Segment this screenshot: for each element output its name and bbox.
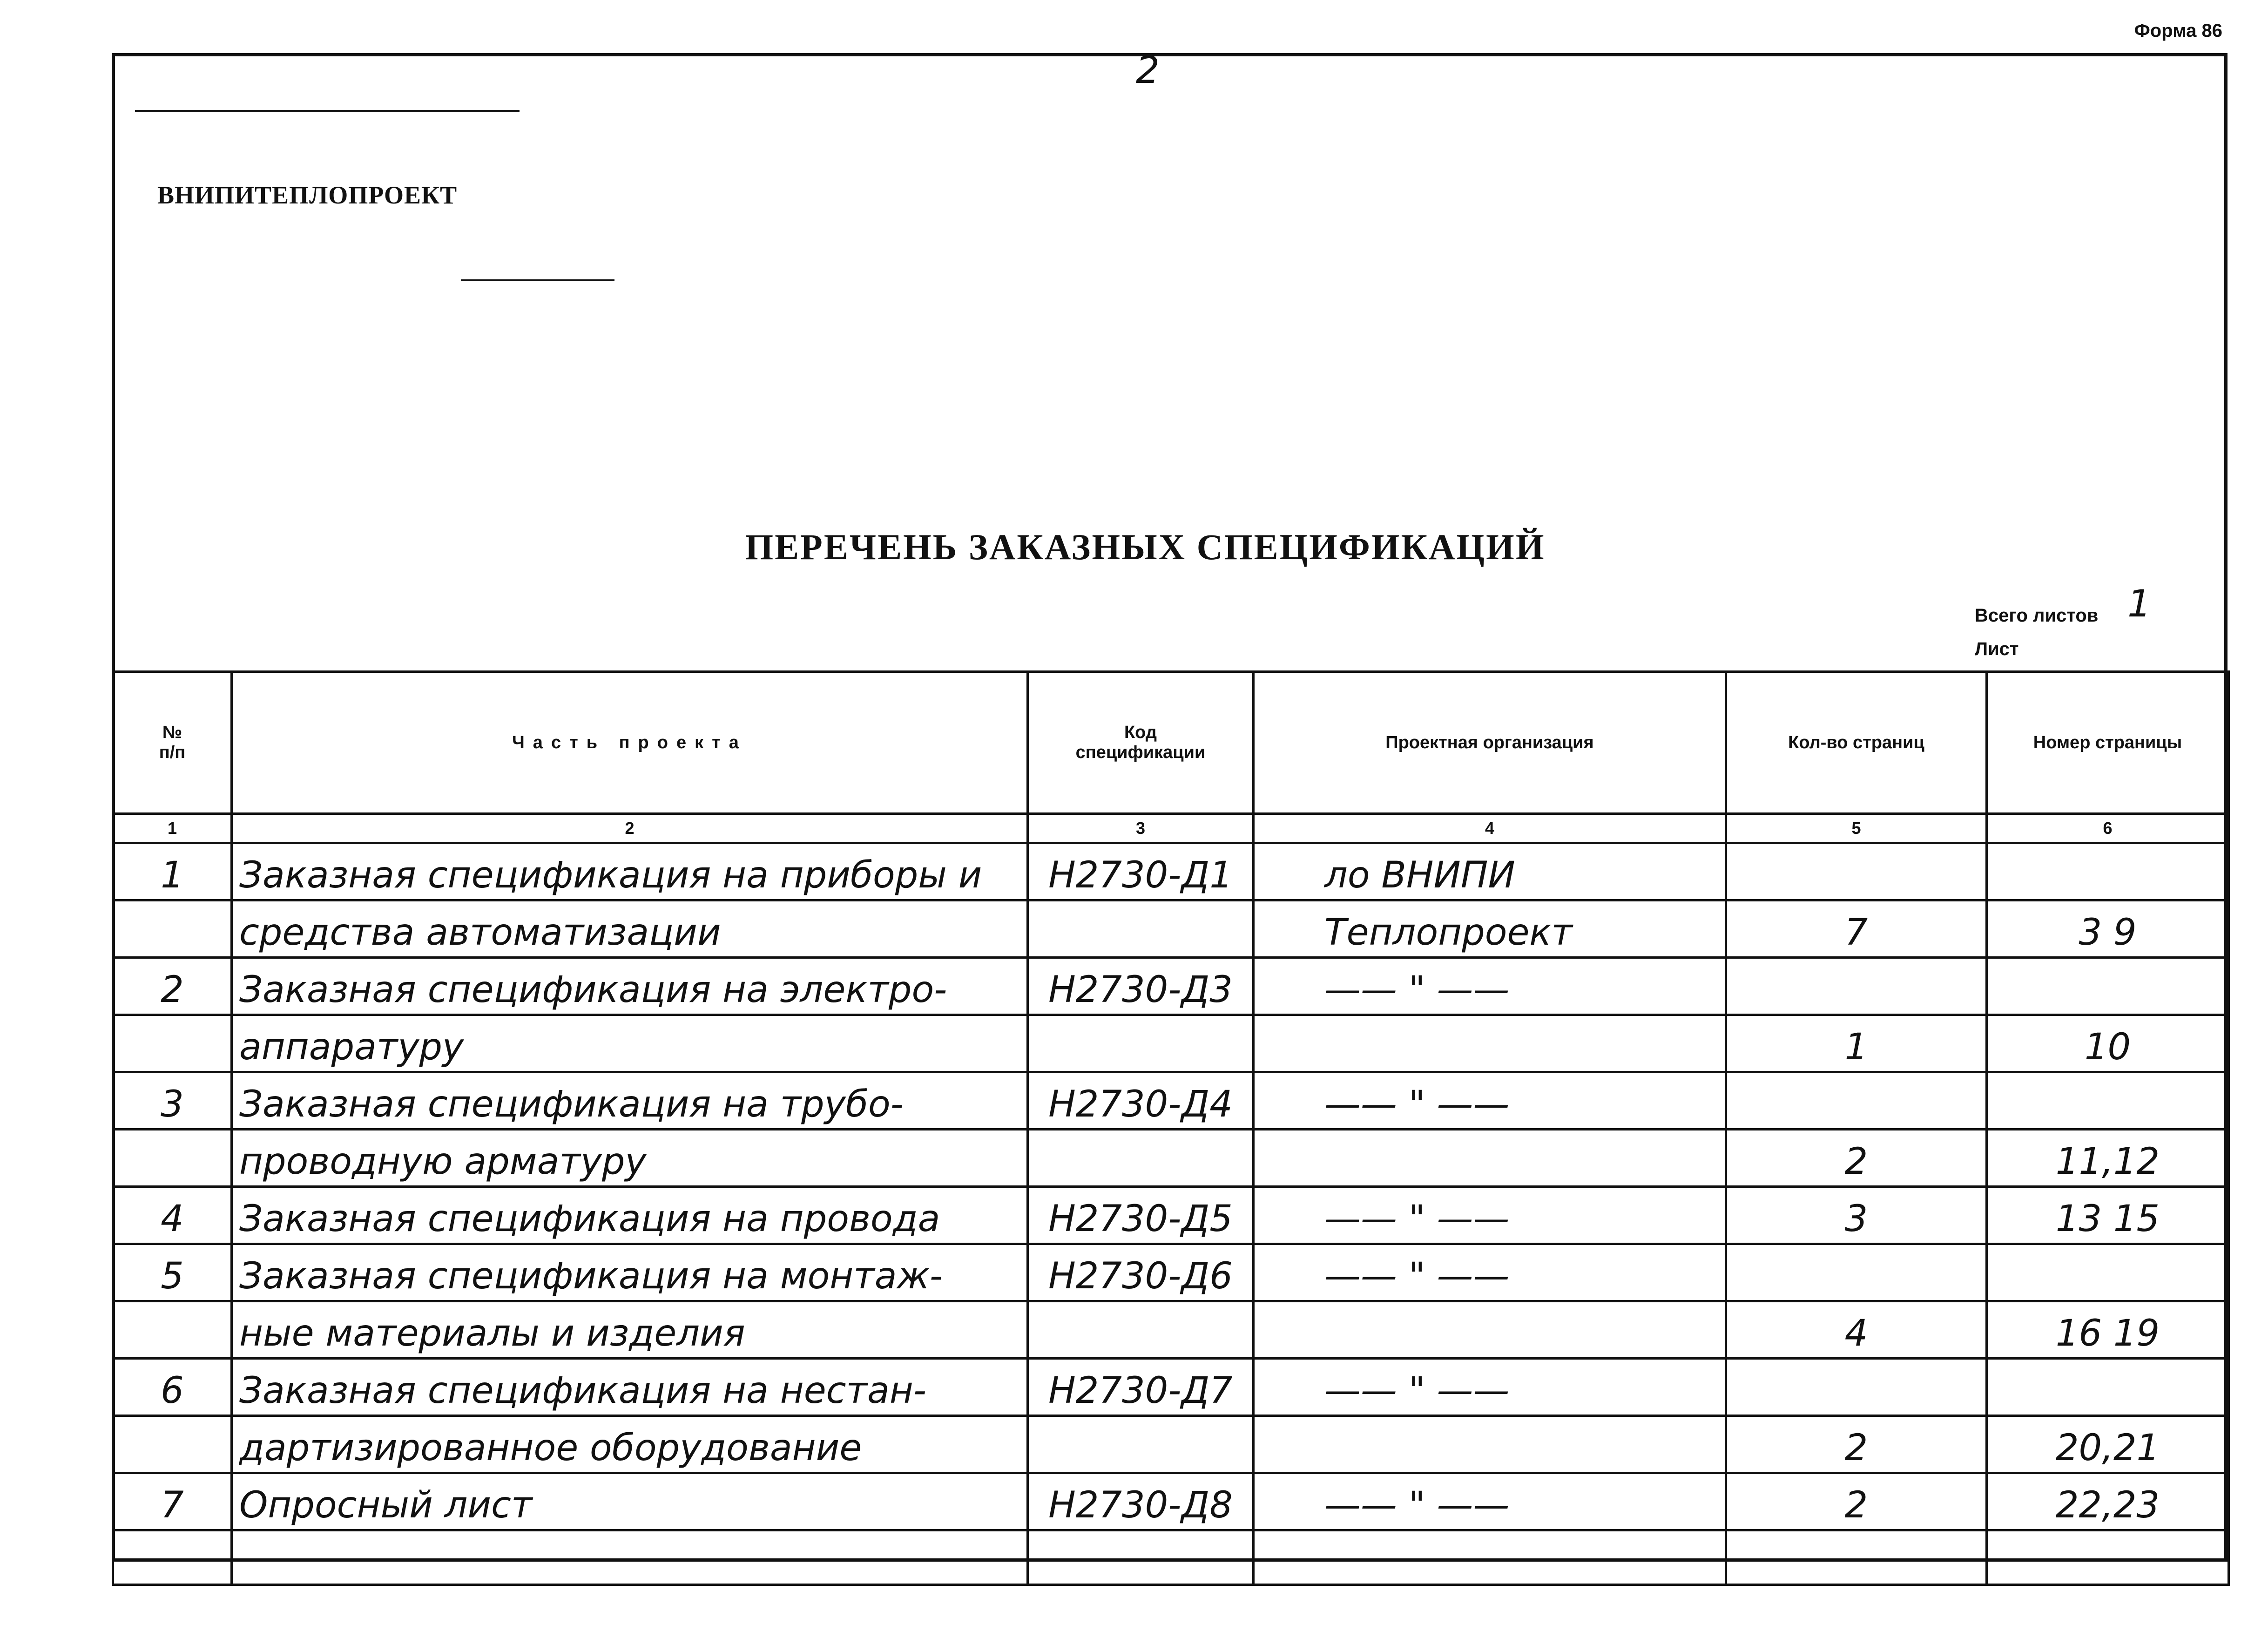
cell-part: аппаратуру — [232, 1015, 1028, 1072]
cell-pages — [1726, 1244, 1987, 1301]
cell-num — [113, 1301, 232, 1359]
column-number: 3 — [1028, 814, 1254, 843]
sheet-label: Лист — [1975, 639, 2019, 659]
cell-page-no: 22,23 — [1987, 1473, 2229, 1530]
cell-code: Н2730-Д5 — [1028, 1187, 1254, 1244]
cell-org: —— " —— — [1254, 1473, 1726, 1530]
column-number: 4 — [1254, 814, 1726, 843]
cell-code — [1028, 1301, 1254, 1359]
table-row — [113, 1072, 2229, 1130]
table-row — [113, 1416, 2229, 1473]
cell-num: 5 — [113, 1244, 232, 1301]
form-label: Форма 86 — [2134, 20, 2222, 41]
document-title: ПЕРЕЧЕНЬ ЗАКАЗНЫХ СПЕЦИФИКАЦИЙ — [745, 527, 1546, 567]
cell-page-no: 11,12 — [1987, 1130, 2229, 1187]
cell-org: —— " —— — [1254, 1072, 1726, 1130]
cell-page-no — [1987, 1244, 2229, 1301]
cell-code — [1028, 1015, 1254, 1072]
table-row-empty — [113, 1530, 2229, 1585]
cell-code: Н2730-Д3 — [1028, 958, 1254, 1015]
cell-num — [113, 1130, 232, 1187]
cell-num — [113, 900, 232, 958]
cell-num: 7 — [113, 1473, 232, 1530]
header-part: Часть проекта — [232, 672, 1028, 814]
cell-part: Заказная спецификация на нестан- — [232, 1359, 1028, 1416]
cell-num: 1 — [113, 843, 232, 900]
cell-org — [1254, 1130, 1726, 1187]
cell-pages — [1726, 958, 1987, 1015]
cell-page-no — [1987, 1359, 2229, 1416]
cell-pages: 2 — [1726, 1416, 1987, 1473]
page-number: 2 — [1136, 48, 1160, 92]
cell-code: Н2730-Д4 — [1028, 1072, 1254, 1130]
cell-part: проводную арматуру — [232, 1130, 1028, 1187]
table-row — [113, 1130, 2229, 1187]
cell-part: Заказная спецификация на трубо- — [232, 1072, 1028, 1130]
cell-num: 6 — [113, 1359, 232, 1416]
header-page-no: Номер страницы — [1987, 672, 2229, 814]
cell-page-no: 3 9 — [1987, 900, 2229, 958]
cell-code: Н2730-Д1 — [1028, 843, 1254, 900]
cell-code — [1028, 1130, 1254, 1187]
cell-org — [1254, 1416, 1726, 1473]
empty-cell — [1028, 1530, 1254, 1585]
table-header-row — [113, 672, 2229, 814]
cell-page-no: 16 19 — [1987, 1301, 2229, 1359]
table-row — [113, 1359, 2229, 1416]
empty-cell — [1726, 1530, 1987, 1585]
cell-part: Заказная спецификация на провода — [232, 1187, 1028, 1244]
empty-cell — [232, 1530, 1028, 1585]
column-number: 1 — [113, 814, 232, 843]
cell-code: Н2730-Д7 — [1028, 1359, 1254, 1416]
cell-pages — [1726, 1359, 1987, 1416]
header-org: Проектная организация — [1254, 672, 1726, 814]
cell-page-no: 10 — [1987, 1015, 2229, 1072]
cell-code: Н2730-Д6 — [1028, 1244, 1254, 1301]
cell-code: Н2730-Д8 — [1028, 1473, 1254, 1530]
cell-part: Заказная спецификация на электро- — [232, 958, 1028, 1015]
empty-cell — [113, 1530, 232, 1585]
cell-pages: 1 — [1726, 1015, 1987, 1072]
column-number: 2 — [232, 814, 1028, 843]
cell-part: ные материалы и изделия — [232, 1301, 1028, 1359]
cell-pages: 3 — [1726, 1187, 1987, 1244]
cell-org: ло ВНИПИ — [1254, 843, 1726, 900]
cell-pages — [1726, 1072, 1987, 1130]
table-row — [113, 958, 2229, 1015]
header-rule — [135, 110, 520, 112]
table-row — [113, 1187, 2229, 1244]
table-row — [113, 1244, 2229, 1301]
cell-pages: 4 — [1726, 1301, 1987, 1359]
cell-pages: 2 — [1726, 1130, 1987, 1187]
cell-page-no — [1987, 1072, 2229, 1130]
cell-org — [1254, 1301, 1726, 1359]
table-row — [113, 1015, 2229, 1072]
cell-org: Теплопроект — [1254, 900, 1726, 958]
cell-page-no: 20,21 — [1987, 1416, 2229, 1473]
column-number-row — [113, 814, 2229, 843]
organization-name: ВНИПИТЕПЛОПРОЕКТ — [157, 181, 458, 209]
cell-pages — [1726, 843, 1987, 900]
cell-page-no — [1987, 843, 2229, 900]
cell-code — [1028, 900, 1254, 958]
total-sheets-label: Всего листов — [1975, 605, 2099, 626]
empty-cell — [1254, 1530, 1726, 1585]
header-num: № п/п — [113, 672, 232, 814]
table-row — [113, 1473, 2229, 1530]
cell-part: дартизированное оборудование — [232, 1416, 1028, 1473]
cell-org: —— " —— — [1254, 1244, 1726, 1301]
cell-pages: 7 — [1726, 900, 1987, 958]
cell-num — [113, 1416, 232, 1473]
cell-page-no: 13 15 — [1987, 1187, 2229, 1244]
cell-part: Заказная спецификация на монтаж- — [232, 1244, 1028, 1301]
cell-org: —— " —— — [1254, 1359, 1726, 1416]
cell-org: —— " —— — [1254, 1187, 1726, 1244]
specifications-table — [112, 670, 2230, 1586]
cell-pages: 2 — [1726, 1473, 1987, 1530]
table-row — [113, 900, 2229, 958]
cell-part: Заказная спецификация на приборы и — [232, 843, 1028, 900]
cell-part: средства автоматизации — [232, 900, 1028, 958]
header-code: Код спецификации — [1028, 672, 1254, 814]
empty-cell — [1987, 1530, 2229, 1585]
table-row — [113, 1301, 2229, 1359]
cell-num: 2 — [113, 958, 232, 1015]
cell-num: 3 — [113, 1072, 232, 1130]
table-row — [113, 843, 2229, 900]
cell-org — [1254, 1015, 1726, 1072]
column-number: 6 — [1987, 814, 2229, 843]
total-sheets-value: 1 — [2127, 582, 2151, 625]
column-number: 5 — [1726, 814, 1987, 843]
signature-rule — [461, 279, 614, 281]
cell-page-no — [1987, 958, 2229, 1015]
cell-org: —— " —— — [1254, 958, 1726, 1015]
cell-num — [113, 1015, 232, 1072]
cell-code — [1028, 1416, 1254, 1473]
cell-num: 4 — [113, 1187, 232, 1244]
cell-part: Опросный лист — [232, 1473, 1028, 1530]
header-pages: Кол-во страниц — [1726, 672, 1987, 814]
